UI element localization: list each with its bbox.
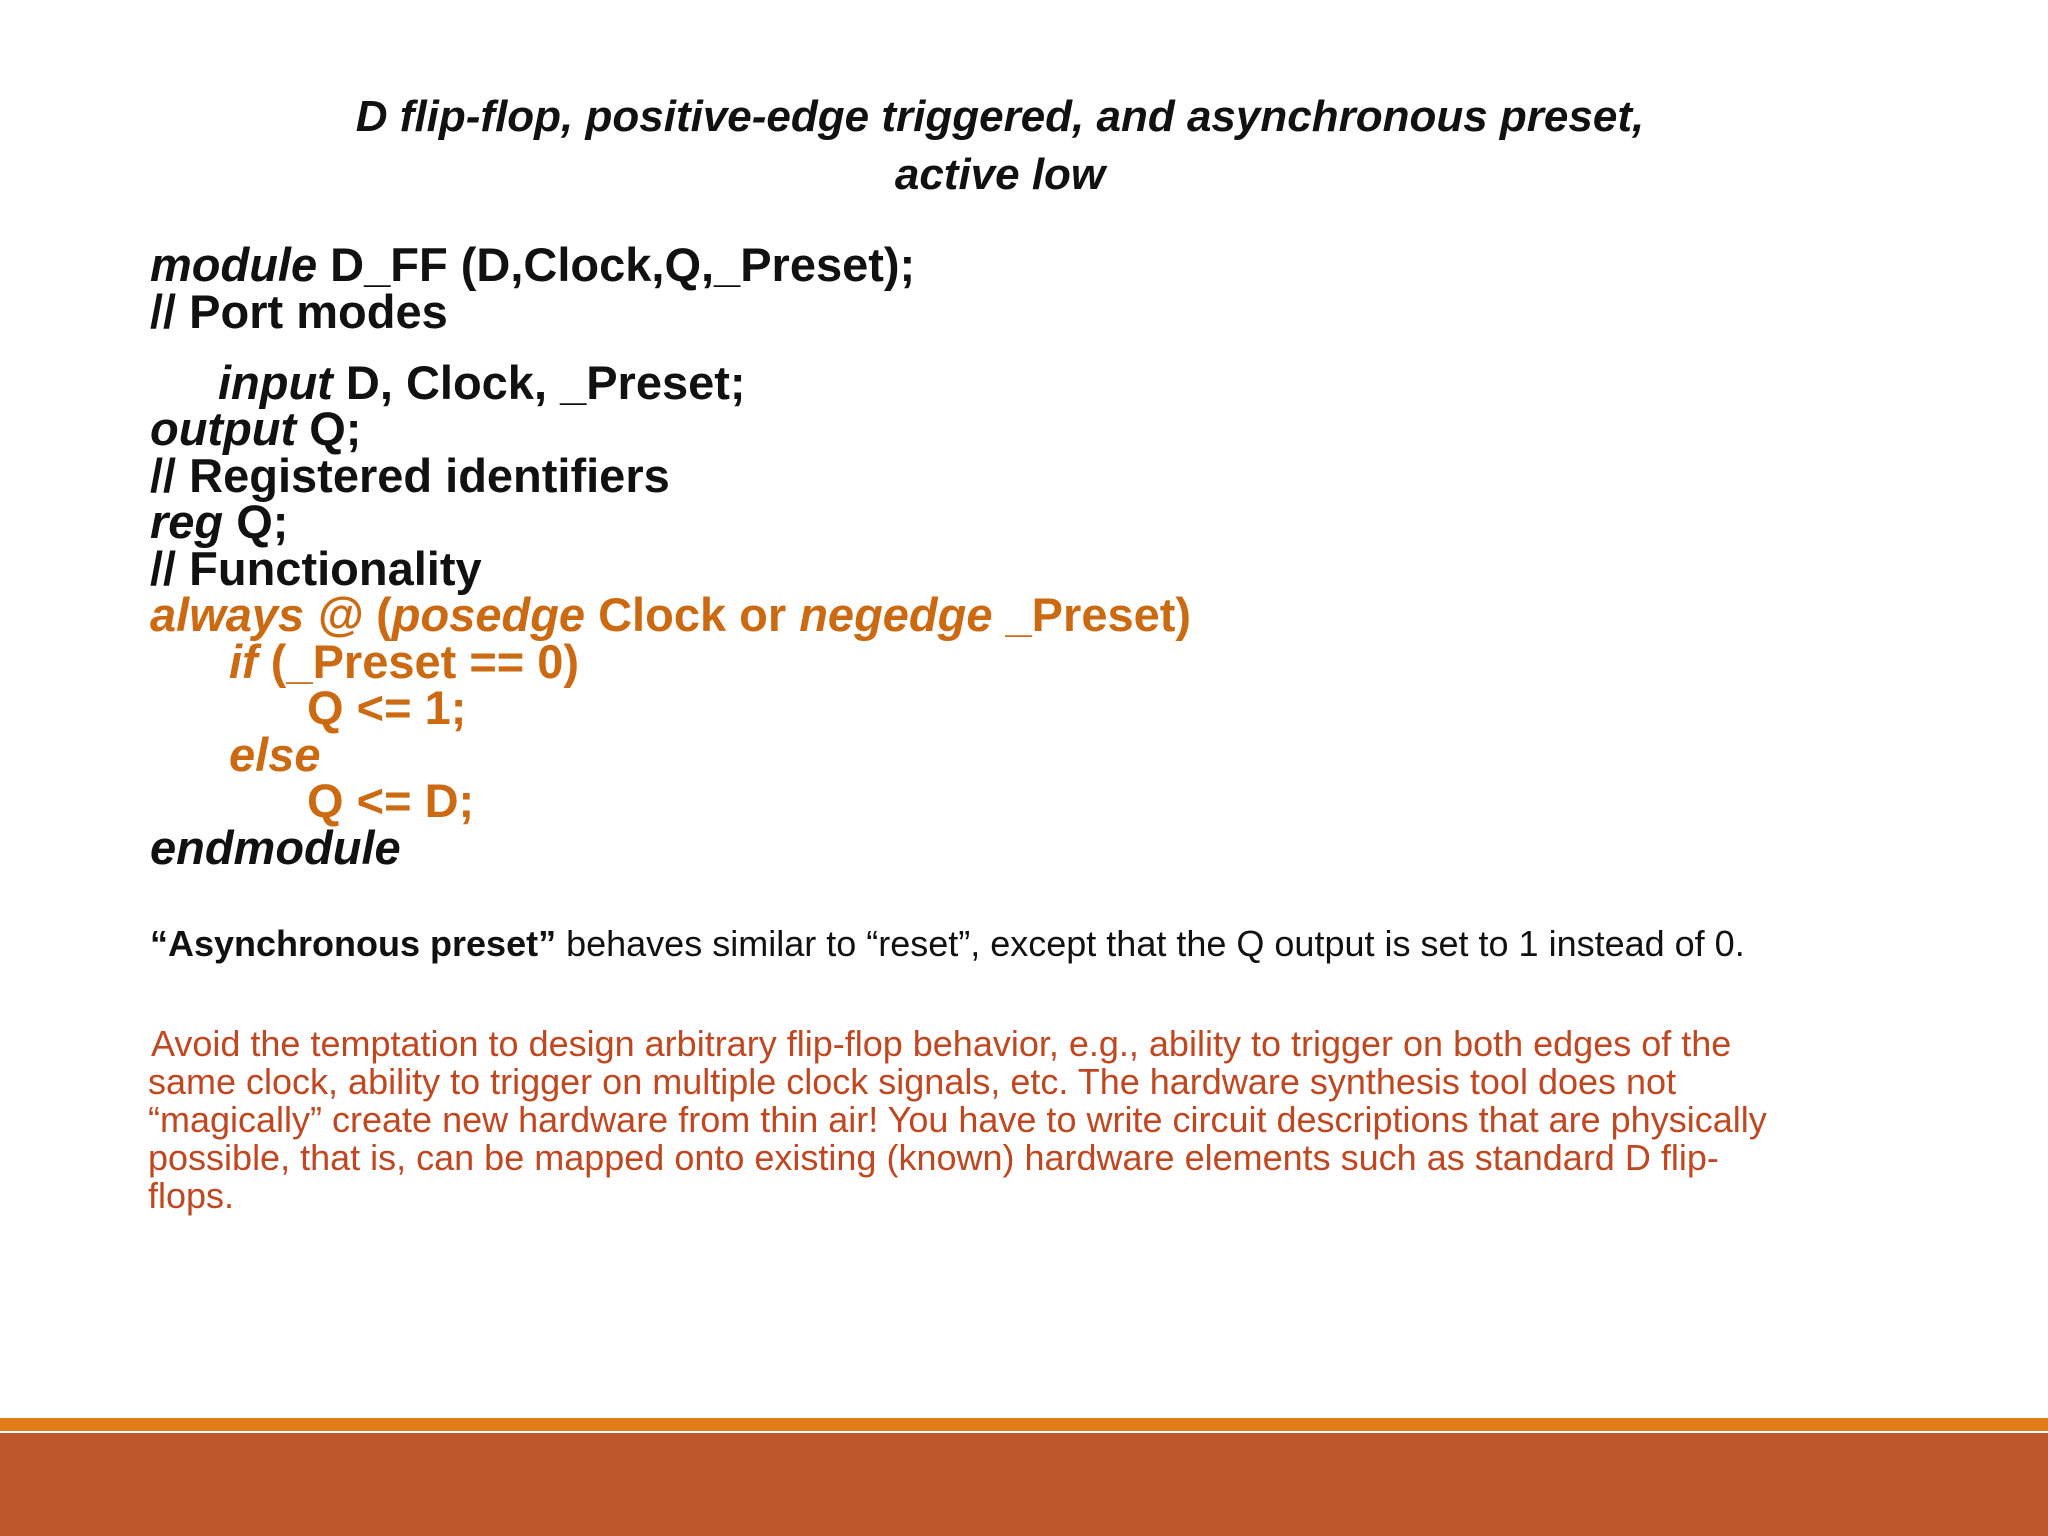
code-line-output bbox=[150, 402, 1191, 455]
design-warning-line-1: Avoid the temptation to design arbitrary flip-flop behavior, e.g., ability to trigger on both edges of the bbox=[151, 1023, 1732, 1064]
module-declaration: D_FF (D,Clock,Q,_Preset); bbox=[317, 238, 916, 291]
code-line-else bbox=[150, 727, 1191, 781]
code-line-if bbox=[150, 634, 1191, 688]
keyword-always: always @ bbox=[150, 588, 364, 641]
output-declaration: Q; bbox=[296, 402, 362, 455]
slide-title-line-1: D flip-flop, positive-edge triggered, and asynchronous preset, bbox=[355, 92, 1645, 141]
keyword-if: if bbox=[229, 634, 258, 688]
code-comment-functionality: // Functionality bbox=[150, 541, 482, 595]
code-line-endmodule bbox=[150, 820, 1191, 874]
design-warning-line-3: “magically” create new hardware from thin air! You have to write circuit descriptions that are physically bbox=[148, 1099, 1767, 1140]
code-line-input bbox=[150, 335, 1191, 409]
code-line-always bbox=[150, 588, 1192, 641]
keyword-reg: reg bbox=[150, 495, 224, 548]
keyword-input: input bbox=[218, 355, 333, 409]
if-condition: (_Preset == 0) bbox=[257, 634, 580, 688]
keyword-else: else bbox=[229, 727, 321, 781]
input-declaration: D, Clock, _Preset; bbox=[332, 355, 746, 409]
code-line-module bbox=[150, 238, 1191, 291]
keyword-module: module bbox=[150, 238, 318, 291]
always-clock-or: Clock or bbox=[585, 588, 800, 641]
design-warning-line-4: possible, that is, can be mapped onto existing (known) hardware elements such as standard D flip- bbox=[148, 1137, 1719, 1178]
keyword-negedge: negedge bbox=[799, 588, 993, 641]
design-warning-line-2: same clock, ability to trigger on multiple clock signals, etc. The hardware synthesis tool does not bbox=[148, 1061, 1677, 1102]
code-line-q-set-d: Q <= D; bbox=[307, 774, 475, 827]
verilog-code-block bbox=[150, 238, 1192, 874]
code-comment-registered-identifiers: // Registered identifiers bbox=[150, 448, 670, 502]
footer-band bbox=[0, 1433, 2048, 1536]
code-comment-port-modes: // Port modes bbox=[150, 284, 448, 338]
keyword-output: output bbox=[150, 402, 297, 455]
slide-title bbox=[300, 88, 1700, 204]
keyword-endmodule: endmodule bbox=[150, 820, 401, 874]
always-preset-close: _Preset) bbox=[992, 588, 1192, 641]
slide-title-line-2: active low bbox=[894, 150, 1106, 199]
design-warning-line-5: flops. bbox=[148, 1175, 235, 1216]
preset-note bbox=[150, 922, 1745, 966]
code-line-reg bbox=[150, 495, 1191, 548]
reg-declaration: Q; bbox=[223, 495, 289, 548]
always-paren-open: ( bbox=[363, 588, 392, 641]
preset-note-term: “Asynchronous preset” bbox=[150, 923, 557, 964]
footer-accent-stripe bbox=[0, 1418, 2048, 1431]
keyword-posedge: posedge bbox=[391, 588, 586, 641]
code-line-q-set-1: Q <= 1; bbox=[307, 681, 467, 734]
preset-note-text: behaves similar to “reset”, except that the Q output is set to 1 instead of 0. bbox=[556, 923, 1745, 964]
design-warning bbox=[148, 1025, 1960, 1215]
